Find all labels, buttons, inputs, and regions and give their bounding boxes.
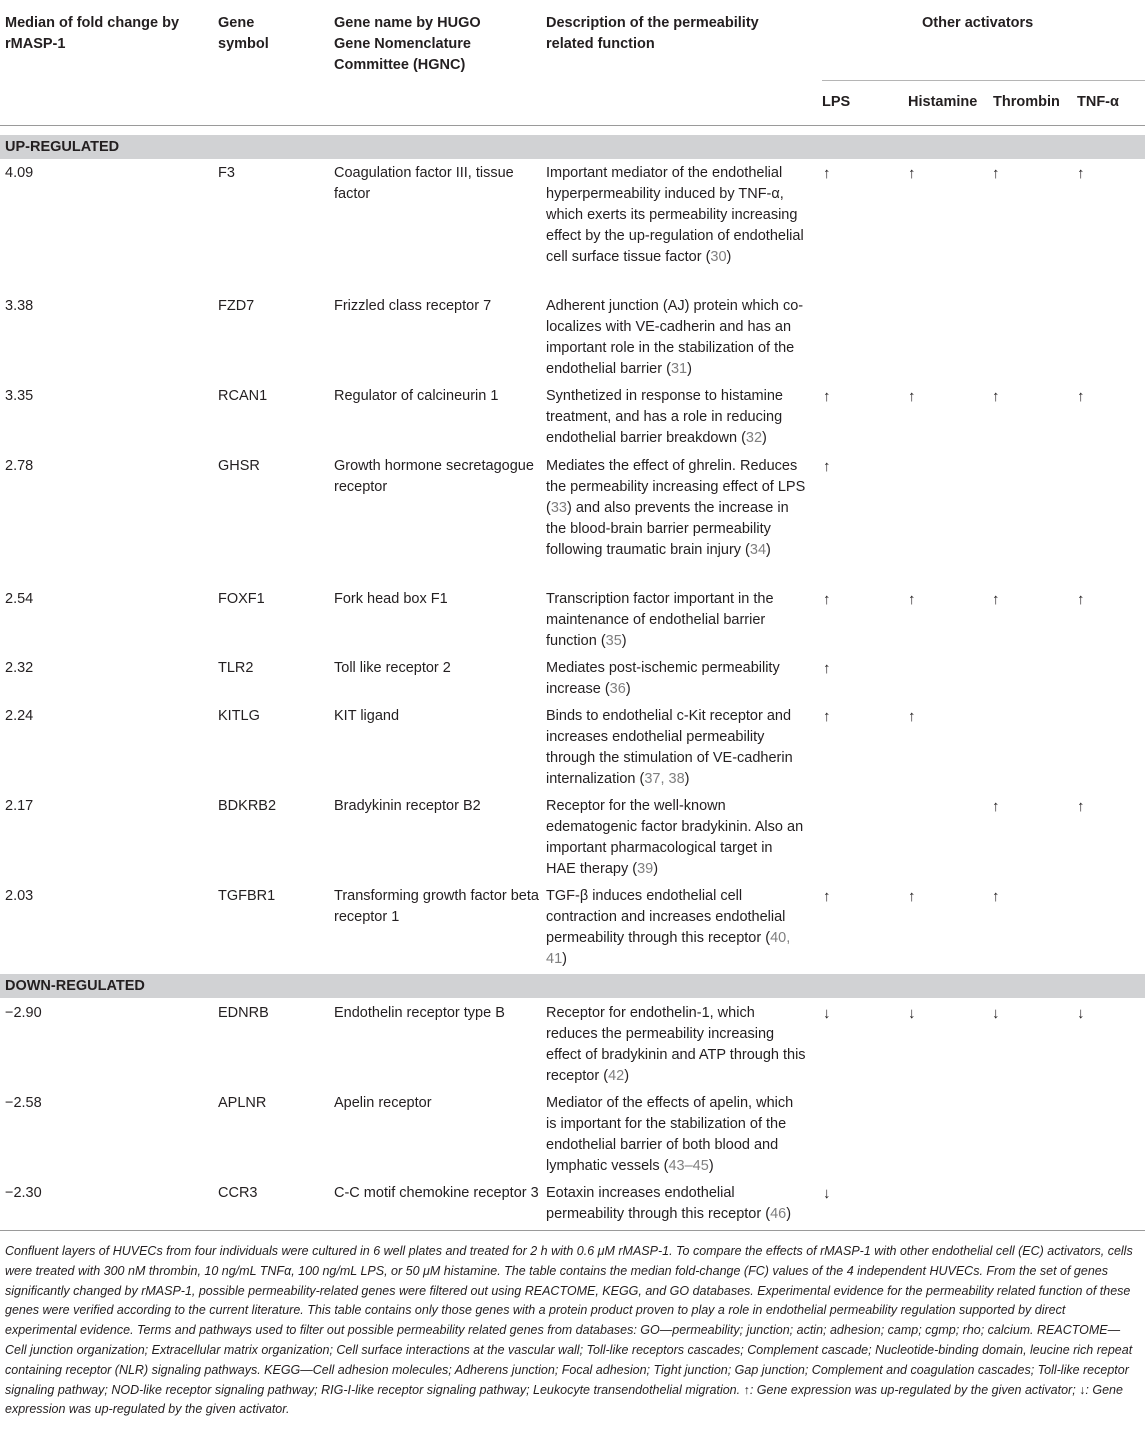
row-lps-arrow: ↑ [823,660,831,677]
row-gene-name: Regulator of calcineurin 1 [334,388,499,404]
row-gene-name: Apelin receptor [334,1095,432,1111]
row-thrombin-arrow: ↑ [992,388,1000,405]
row-histamine-arrow: ↑ [908,591,916,608]
row-description: Adherent junction (AJ) protein which co-localizes with VE-cadherin and has an important role in the stabilization of the endothelial barrier (31) [546,298,804,377]
row-reference: 33 [550,500,567,516]
row-gene-symbol: GHSR [218,458,260,474]
row-gene-symbol: RCAN1 [218,388,268,404]
row-histamine-arrow: ↓ [908,1005,916,1022]
header-gene-name: Gene name by HUGO Gene Nomenclature Committee (HGNC) [334,15,481,73]
row-description-text: Transcription factor important in the maintenance of endothelial barrier function [546,591,774,649]
row-gene-symbol: BDKRB2 [218,798,277,814]
row-tnf-arrow: ↓ [1077,1005,1085,1022]
row-gene-name: Endothelin receptor type B [334,1005,505,1021]
row-reference: 39 [637,861,654,877]
row-fold-change: 2.32 [5,660,34,676]
row-gene-name: C-C motif chemokine receptor 3 [334,1185,539,1201]
header-histamine: Histamine [908,94,978,110]
row-gene-name: Coagulation factor III, tissue factor [334,165,514,202]
row-description: Important mediator of the endothelial hyperpermeability induced by TNF-α, which exerts its permeability increasing effect by the up-regulation of endothelial cell surface tissue factor (30) [546,165,804,265]
row-description-text: Mediator of the effects of apelin, which is important for the stabilization of the endothelial barrier of both blood and lymphatic vessels [546,1095,794,1174]
row-description: Receptor for endothelin-1, which reduces the permeability increasing effect of bradykinin and ATP through this receptor (42) [546,1005,806,1084]
row-gene-symbol: F3 [218,165,235,181]
row-tnf-arrow: ↑ [1077,591,1085,608]
row-gene-name: Growth hormone secretagogue receptor [334,458,534,495]
row-reference: 30 [710,249,727,265]
row-reference: 40, 41 [546,930,791,967]
row-fold-change: −2.90 [5,1005,42,1021]
row-tnf-arrow: ↑ [1077,388,1085,405]
header-fold-change: Median of fold change by rMASP-1 [5,15,180,52]
row-fold-change: 3.35 [5,388,34,404]
row-fold-change: −2.30 [5,1185,42,1201]
row-reference: 37, 38 [644,771,685,787]
header-description: Description of the permeability related function [546,15,759,52]
row-gene-name: Bradykinin receptor B2 [334,798,481,814]
row-reference: 32 [745,430,763,446]
row-gene-symbol: EDNRB [218,1005,269,1021]
row-description: Synthetized in response to histamine treatment, and has a role in reducing endothelial barrier breakdown (32) [546,388,783,446]
row-histamine-arrow: ↑ [908,388,916,405]
row-description-text: Receptor for the well-known edematogenic factor bradykinin. Also an important pharmacological target in HAE therapy [546,798,804,877]
row-reference: 31 [670,361,688,377]
row-description: Mediates the effect of ghrelin. Reduces the permeability increasing effect of LPS (33) and also prevents the increase in the blood-brain barrier permeability following traumatic brain injury (34) [546,458,806,558]
row-gene-name: KIT ligand [334,708,400,724]
table-bottom-rule [0,1230,1145,1231]
row-gene-symbol: FZD7 [218,298,255,314]
row-description: Mediator of the effects of apelin, which is important for the stabilization of the endothelial barrier of both blood and lymphatic vessels (43–45) [546,1095,794,1174]
header-other-activators: Other activators [922,15,1034,31]
row-tnf-arrow: ↑ [1077,165,1085,182]
row-lps-arrow: ↑ [823,888,831,905]
row-histamine-arrow: ↑ [908,888,916,905]
row-description: Eotaxin increases endothelial permeability through this receptor (46) [546,1185,792,1222]
row-description: Transcription factor important in the maintenance of endothelial barrier function (35) [546,591,774,649]
row-thrombin-arrow: ↓ [992,1005,1000,1022]
row-fold-change: −2.58 [5,1095,42,1111]
row-thrombin-arrow: ↑ [992,798,1000,815]
row-description-text: Synthetized in response to histamine treatment, and has a role in reducing endothelial barrier breakdown [546,388,783,446]
row-tnf-arrow: ↑ [1077,798,1085,815]
row-reference: 34 [749,542,767,558]
row-description: Mediates post-ischemic permeability increase (36) [546,660,780,697]
row-thrombin-arrow: ↑ [992,165,1000,182]
row-gene-symbol: KITLG [218,708,260,724]
row-gene-symbol: TGFBR1 [218,888,276,904]
header-bottom-rule [0,125,1145,126]
row-description-text: Eotaxin increases endothelial permeability through this receptor [546,1185,762,1222]
row-histamine-arrow: ↑ [908,708,916,725]
row-gene-symbol: FOXF1 [218,591,265,607]
row-description-text: TGF-β induces endothelial cell contraction and increases endothelial permeability through this receptor [546,888,786,946]
row-lps-arrow: ↑ [823,591,831,608]
row-fold-change: 4.09 [5,165,34,181]
table-footnote: Confluent layers of HUVECs from four individuals were cultured in 6 well plates and treated for 2 h with 0.6 μM rMASP-1. To compare the effects of rMASP-1 with other endothelial cell (EC) activators, cells were treated with 300 nM thrombin, 10 ng/mL TNFα, 100 ng/mL LPS, or 50 μM histamine. The table contains the median fold-change (FC) values of the 4 independent HUVECs. From the set of genes significantly changed by rMASP-1, possible permeability-related genes were filtered out using REACTOME, KEGG, and GO databases. Experimental evidence for the permeability related function of these genes were verified according to the current literature. This table contains only those genes with a protein product proven to play a role in endothelial permeability regulation supported by direct experimental evidence. Terms and pathways used to filter out possible permeability related genes from databases: GO—permeability; junction; actin; adhesion; camp; cgmp; rho; calcium. REACTOME—Cell junction organization; Extracellular matrix organization; Cell surface interactions at the vascular wall; Toll-like receptors cascades; Complement cascade; Nucleotide-binding domain, leucine rich repeat containing receptor (NLR) signaling pathways. KEGG—Cell adhesion molecules; Adherens junction; Focal adhesion; Tight junction; Gap junction; Complement and coagulation cascades; Toll-like receptor signaling pathway; NOD-like receptor signaling pathway; RIG-I-like receptor signaling pathway; Leukocyte transendothelial migration. ↑: Gene expression was up-regulated by the given activator; ↓: Gene expression was up-regulated by the given activator. [5,1244,1133,1417]
row-histamine-arrow: ↑ [908,165,916,182]
row-description-text: Adherent junction (AJ) protein which co-localizes with VE-cadherin and has an important role in the stabilization of the endothelial barrier [546,298,804,377]
row-description-text: Receptor for endothelin-1, which reduces the permeability increasing effect of bradykinin and ATP through this receptor [546,1005,806,1084]
row-fold-change: 2.54 [5,591,34,607]
row-fold-change: 3.38 [5,298,34,314]
header-thrombin: Thrombin [993,94,1060,110]
row-gene-symbol: TLR2 [218,660,254,676]
row-description-text-continued: and also prevents the increase in the blood-brain barrier permeability following traumatic brain injury [546,500,789,558]
row-reference: 36 [609,681,626,697]
row-description: Receptor for the well-known edematogenic factor bradykinin. Also an important pharmacological target in HAE therapy (39) [546,798,804,877]
section-down-regulated [0,974,1145,998]
row-lps-arrow: ↓ [823,1185,831,1202]
row-lps-arrow: ↑ [823,458,831,475]
row-fold-change: 2.24 [5,708,34,724]
row-description-text: Mediates the effect of ghrelin. Reduces the permeability increasing effect of LPS [546,458,806,495]
header-tnf: TNF-α [1077,94,1119,110]
row-reference: 43–45 [668,1158,709,1174]
row-lps-arrow: ↑ [823,708,831,725]
section-up-regulated [0,135,1145,159]
row-thrombin-arrow: ↑ [992,888,1000,905]
section-down-label: DOWN-REGULATED [5,978,145,994]
row-description: TGF-β induces endothelial cell contraction and increases endothelial permeability through this receptor (40, 41) [546,888,791,967]
row-lps-arrow: ↓ [823,1005,831,1022]
row-reference: 35 [605,633,622,649]
row-fold-change: 2.78 [5,458,34,474]
row-gene-name: Fork head box F1 [334,591,448,607]
header-gene-symbol: Gene symbol [218,15,269,52]
row-gene-name: Toll like receptor 2 [334,660,451,676]
section-up-label: UP-REGULATED [5,139,120,155]
row-reference: 42 [608,1068,625,1084]
row-thrombin-arrow: ↑ [992,591,1000,608]
row-description-text: Mediates post-ischemic permeability increase [546,660,780,697]
row-gene-name: Transforming growth factor beta receptor 1 [334,888,539,925]
row-reference: 46 [770,1206,787,1222]
header-lps: LPS [822,94,851,110]
row-fold-change: 2.17 [5,798,34,814]
row-fold-change: 2.03 [5,888,34,904]
row-gene-name: Frizzled class receptor 7 [334,298,492,314]
row-description-text: Binds to endothelial c-Kit receptor and increases endothelial permeability through the stimulation of VE-cadherin internalization [546,708,793,787]
row-gene-symbol: CCR3 [218,1185,258,1201]
row-lps-arrow: ↑ [823,165,831,182]
row-description: Binds to endothelial c-Kit receptor and increases endothelial permeability through the stimulation of VE-cadherin internalization (37, 38) [546,708,793,787]
row-gene-symbol: APLNR [218,1095,267,1111]
row-description-text: Important mediator of the endothelial hyperpermeability induced by TNF-α, which exerts its permeability increasing effect by the up-regulation of endothelial cell surface tissue factor [546,165,804,265]
header-activators-rule [822,80,1145,81]
row-lps-arrow: ↑ [823,388,831,405]
